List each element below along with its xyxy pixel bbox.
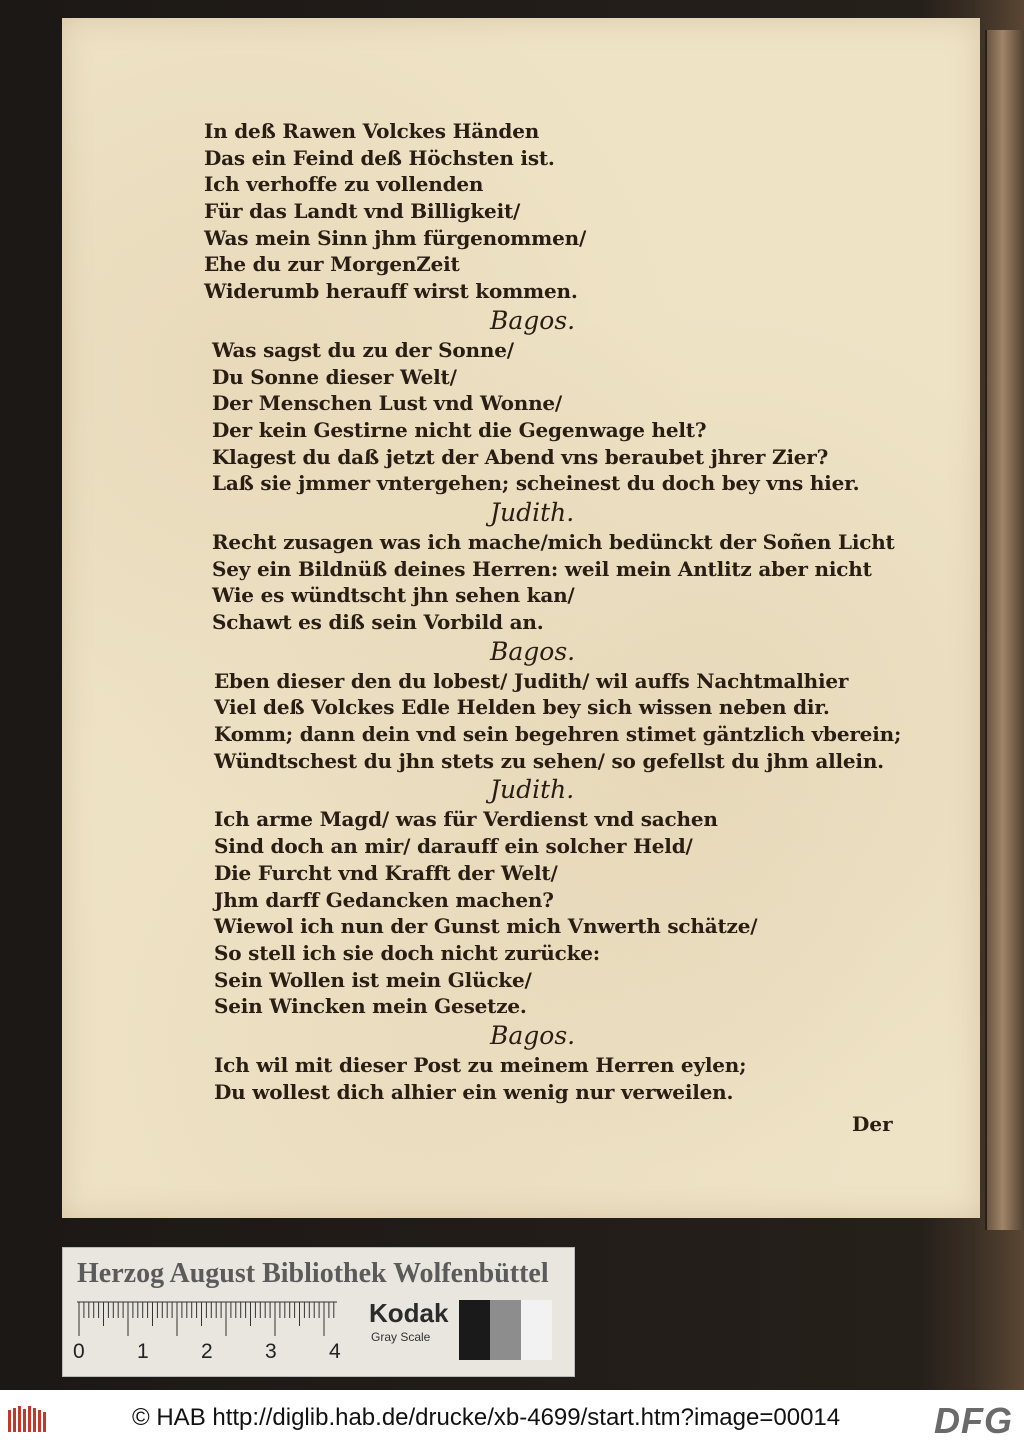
verse-line: Recht zusagen was ich mache/mich bedünckt der Soñen Licht — [212, 529, 895, 554]
verse-line: Du wollest dich alhier ein wenig nur verweilen. — [214, 1079, 734, 1104]
gray-patch — [459, 1300, 490, 1360]
verse-line: Du Sonne dieser Welt/ — [212, 364, 457, 389]
book-edge — [985, 30, 1024, 1230]
verse-line: Laß sie jmmer vntergehen; scheinest du doch bey vns hier. — [212, 471, 860, 496]
verse-line: Ich arme Magd/ was für Verdienst vnd sachen — [214, 807, 718, 832]
ruler-number: 0 — [73, 1340, 85, 1363]
verse-line: Sein Wollen ist mein Glücke/ — [214, 967, 532, 992]
verse-line: Das ein Feind deß Höchsten ist. — [204, 145, 555, 170]
verse-line: Wiewol ich nun der Gunst mich Vnwerth schätze/ — [214, 914, 758, 939]
ruler-number: 2 — [201, 1340, 213, 1363]
color-calibration-card — [62, 1247, 575, 1377]
verse-line: Klagest du daß jetzt der Abend vns beraubet jhrer Zier? — [212, 444, 829, 469]
page-text — [140, 118, 920, 1105]
ruler-number: 1 — [137, 1340, 149, 1363]
verse-line: Viel deß Volckes Edle Helden bey sich wissen neben dir. — [214, 695, 830, 720]
verse-line: In deß Rawen Volckes Händen — [204, 119, 540, 143]
ruler-number: 4 — [329, 1340, 341, 1363]
ruler — [77, 1300, 337, 1340]
verse-line: Was sagst du zu der Sonne/ — [212, 337, 514, 362]
verse-line: Wündtschest du jhn stets zu sehen/ so gefellst du jhm allein. — [214, 748, 884, 773]
verse-line: Schawt es diß sein Vorbild an. — [212, 610, 544, 634]
verse-line: Jhm darff Gedancken machen? — [214, 887, 554, 912]
hab-logo-icon — [8, 1406, 48, 1434]
verse-line: Was mein Sinn jhm fürgenommen/ — [204, 225, 587, 250]
verse-line: Eben dieser den du lobest/ Judith/ wil auffs Nachtmalhier — [214, 668, 849, 693]
dfg-logo: DFG — [934, 1400, 1013, 1441]
verse-line: Widerumb herauff wirst kommen. — [204, 279, 578, 304]
verse-line: Sein Wincken mein Gesetze. — [214, 994, 527, 1019]
catchword: Der — [852, 1112, 893, 1136]
verse-line: Der Menschen Lust vnd Wonne/ — [212, 391, 563, 416]
verse-line: So stell ich sie doch nicht zurücke: — [214, 940, 600, 965]
speaker-name: Judith. — [490, 775, 575, 805]
verse-line: Wie es wündtscht jhn sehen kan/ — [212, 583, 575, 608]
kodak-logo: Kodak — [369, 1298, 449, 1328]
gray-patch — [521, 1300, 552, 1360]
ruler-number: 3 — [265, 1340, 277, 1363]
verse-line: Sey ein Bildnüß deines Herren: weil mein Antlitz aber nicht — [212, 556, 872, 581]
verse-line: Komm; dann dein vnd sein begehren stimet gäntzlich vberein; — [214, 722, 902, 747]
verse-line: Die Furcht vnd Krafft der Welt/ — [214, 860, 558, 885]
speaker-name: Bagos. — [490, 1020, 576, 1050]
gray-patch — [490, 1300, 521, 1360]
library-name: Herzog August Bibliothek Wolfenbüttel — [77, 1258, 549, 1289]
verse-line: Ehe du zur MorgenZeit — [204, 252, 460, 277]
verse-line: Der kein Gestirne nicht die Gegenwage helt? — [212, 417, 707, 442]
verse-line: Ich wil mit dieser Post zu meinem Herren eylen; — [214, 1052, 747, 1077]
speaker-name: Bagos. — [490, 305, 576, 335]
verse-line: Sind doch an mir/ darauff ein solcher Held/ — [214, 834, 693, 859]
copyright-url: © HAB http://diglib.hab.de/drucke/xb-4699/start.htm?image=00014 — [132, 1404, 841, 1431]
speaker-name: Bagos. — [490, 636, 576, 666]
kodak-subtitle: Gray Scale — [371, 1330, 431, 1344]
verse-line: Für das Landt vnd Billigkeit/ — [204, 199, 521, 224]
speaker-name: Judith. — [490, 497, 575, 527]
verse-line: Ich verhoffe zu vollenden — [204, 172, 484, 197]
